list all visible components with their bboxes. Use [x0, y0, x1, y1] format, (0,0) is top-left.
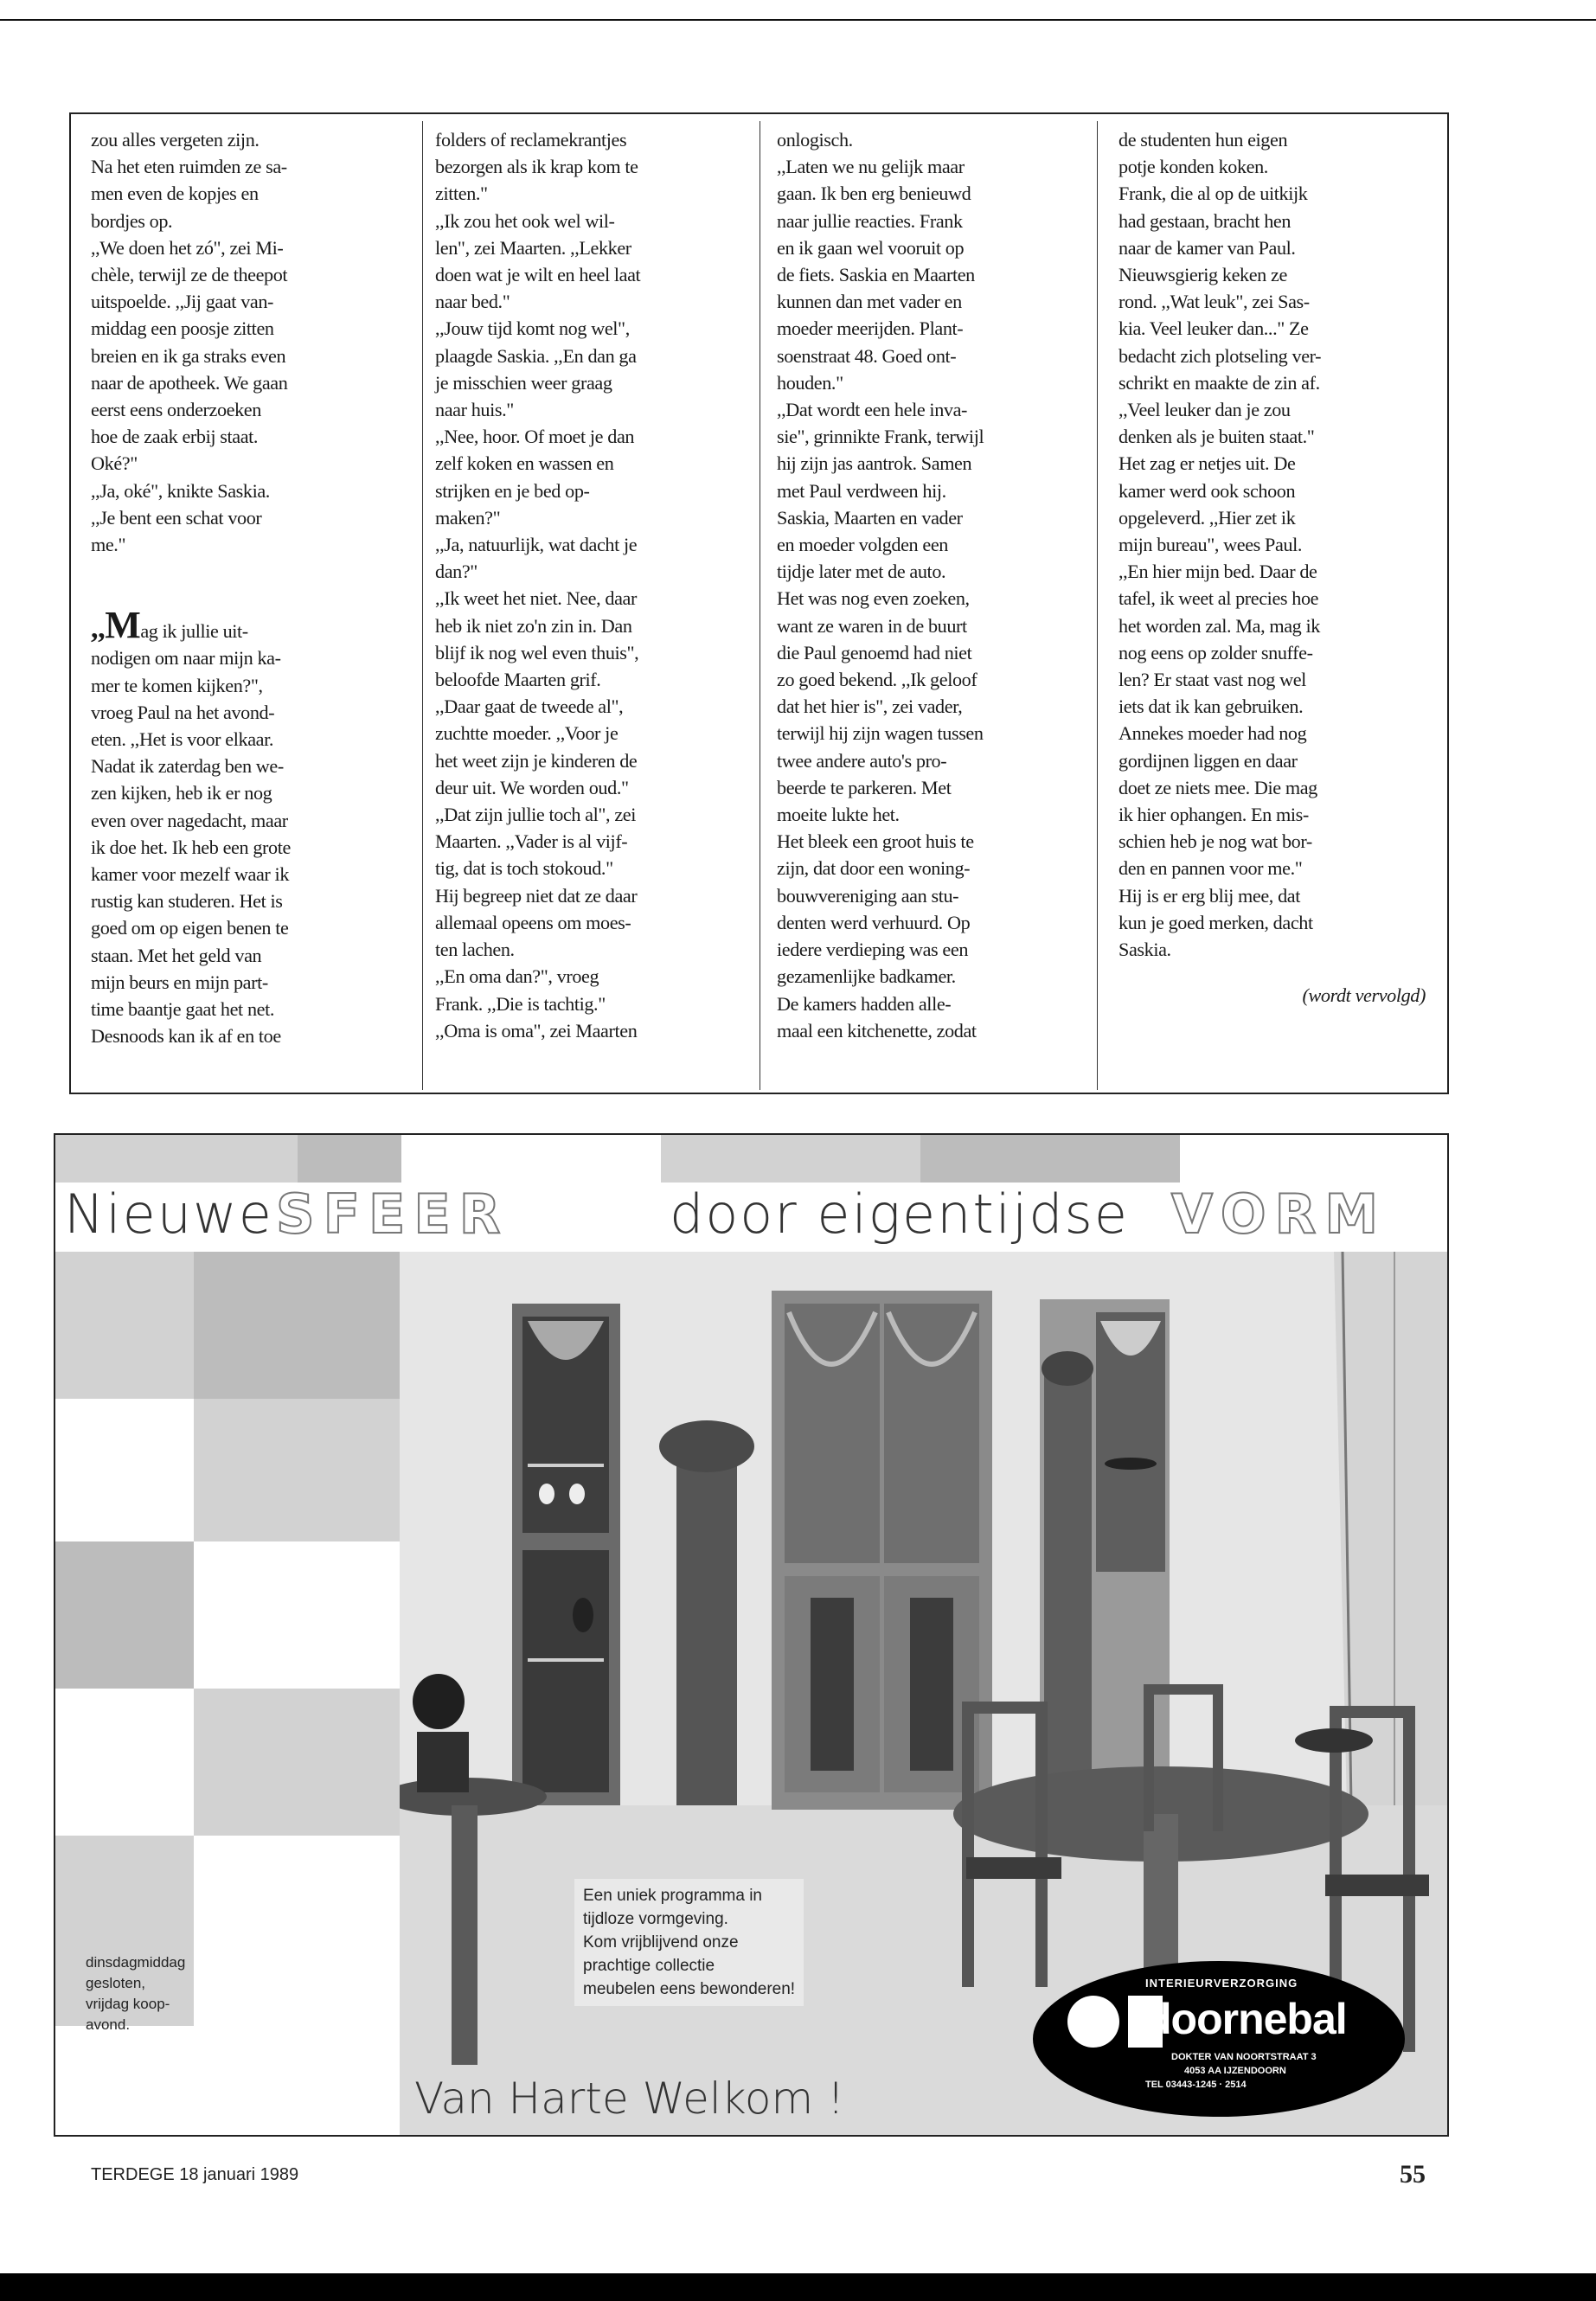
article-line: doet ze niets mee. Die mag: [1118, 776, 1317, 798]
headline-word-sfeer: SFEER: [276, 1183, 510, 1246]
article-line: het worden zal. Ma, mag ik: [1118, 614, 1320, 637]
article-column-3: [777, 126, 984, 1044]
headline-word-nieuwe: Nieuwe: [64, 1183, 273, 1246]
article-line: mer te komen kijken?",: [91, 674, 263, 696]
article-line: even over nagedacht, maar: [91, 809, 288, 831]
article-line: ,,En oma dan?", vroeg: [435, 965, 599, 988]
article-line: ten lachen.: [435, 939, 515, 961]
article-line: kamer voor mezelf waar ik: [91, 863, 290, 886]
article-line: ,,Daar gaat de tweede al",: [435, 695, 624, 718]
opening-hours-line: vrijdag koop-: [86, 1996, 170, 2012]
logo-address-1: DOKTER VAN NOORTSTRAAT 3: [1171, 2052, 1317, 2062]
article-line: moeder meerijden. Plant-: [777, 317, 964, 340]
article-line: twee andere auto's pro-: [777, 749, 947, 772]
article-line: nog eens op zolder snuffe-: [1118, 641, 1313, 663]
article-line: had gestaan, bracht hen: [1118, 209, 1292, 232]
article-line: houden.": [777, 371, 843, 394]
article-line: ,,Jouw tijd komt nog wel",: [435, 317, 630, 340]
article-line: iets dat ik kan gebruiken.: [1118, 695, 1304, 718]
article-line: kunnen dan met vader en: [777, 291, 962, 313]
article-line: zitten.": [435, 183, 488, 205]
article-line: mijn beurs en mijn part-: [91, 971, 268, 993]
article-line: zijn, dat door een woning-: [777, 857, 971, 880]
article-line: Annekes moeder had nog: [1118, 722, 1307, 745]
article-line: opgeleverd. ,,Hier zet ik: [1118, 506, 1296, 529]
article-line: Maarten. ,,Vader is al vijf-: [435, 830, 628, 853]
article-line: soenstraat 48. Goed ont-: [777, 344, 957, 367]
article-line: want ze waren in de buurt: [777, 614, 967, 637]
bottom-scan-band: [0, 2273, 1596, 2301]
slogan-line: Een uniek programma in: [583, 1887, 762, 1905]
article-line: beloofde Maarten grif.: [435, 669, 601, 691]
logo-mark-circle: [1067, 1996, 1119, 2048]
article-line: Frank. ,,Die is tachtig.": [435, 992, 606, 1015]
slogan-line: tijdloze vormgeving.: [583, 1910, 728, 1928]
article-line: kun je goed merken, dacht: [1118, 911, 1313, 933]
column-rule: [422, 121, 423, 1090]
article-line: ,,Laten we nu gelijk maar: [777, 156, 965, 178]
article-line: nodigen om naar mijn ka-: [91, 647, 281, 670]
article-line: eten. ,,Het is voor elkaar.: [91, 728, 273, 751]
article-line: Na het eten ruimden ze sa-: [91, 156, 287, 178]
article-line: tig, dat is toch stokoud.": [435, 857, 613, 880]
article-line: time baantje gaat het net.: [91, 998, 274, 1021]
slogan-line: prachtige collectie: [583, 1957, 715, 1975]
article-line: de fiets. Saskia en Maarten: [777, 264, 975, 286]
article-line: kia. Veel leuker dan..." Ze: [1118, 317, 1309, 340]
article-line: staan. Met het geld van: [91, 944, 262, 966]
article-line: beerde te parkeren. Met: [777, 776, 952, 798]
article-line: ,,Ik zou het ook wel wil-: [435, 209, 615, 232]
headline-word-vorm: VORM: [1171, 1183, 1388, 1246]
article-line: zen kijken, heb ik er nog: [91, 782, 272, 804]
article-line: Hij begreep niet dat ze daar: [435, 884, 638, 907]
article-line: Nieuwsgierig keken ze: [1118, 264, 1287, 286]
article-line: rustig kan studeren. Het is: [91, 890, 283, 913]
article-line: doen wat je wilt en heel laat: [435, 264, 641, 286]
article-line: naar huis.": [435, 399, 514, 421]
advertisement: [54, 1133, 1449, 2137]
article-line: eerst eens onderzoeken: [91, 399, 261, 421]
article-line: maken?": [435, 506, 501, 529]
article-line: den en pannen voor me.": [1118, 857, 1303, 880]
article-line: zou alles vergeten zijn.: [91, 129, 260, 151]
article-line: ,,Dat zijn jullie toch al", zei: [435, 804, 637, 826]
article-line: ,,Oma is oma", zei Maarten: [435, 1019, 638, 1042]
column-4-lines: [1118, 126, 1426, 963]
article-line: ik doe het. Ik heb een grote: [91, 836, 291, 858]
article-line: men even de kopjes en: [91, 183, 259, 205]
article-line: Hij is er erg blij mee, dat: [1118, 884, 1300, 907]
opening-hours-line: gesloten,: [86, 1975, 145, 1991]
article-line: Saskia, Maarten en vader: [777, 506, 963, 529]
article-line: die Paul genoemd had niet: [777, 641, 972, 663]
article-line: bouwvereniging aan stu-: [777, 884, 959, 907]
article-line: ,,We doen het zó", zei Mi-: [91, 236, 284, 259]
article-line: strijken en je bed op-: [435, 479, 590, 502]
article-line: maal een kitchenette, zodat: [777, 1019, 977, 1042]
top-border-line: [0, 19, 1596, 21]
article-line: heb ik niet zo'n zin in. Dan: [435, 614, 632, 637]
column-1-part-1: [91, 126, 291, 558]
article-line: len", zei Maarten. ,,Lekker: [435, 236, 631, 259]
article-line: tafel, ik weet al precies hoe: [1118, 587, 1319, 610]
article-line: uitspoelde. ,,Jij gaat van-: [91, 291, 274, 313]
article-line: ,,Veel leuker dan je zou: [1118, 399, 1291, 421]
article-line: plaagde Saskia. ,,En dan ga: [435, 344, 637, 367]
article-line: deur uit. We worden oud.": [435, 776, 629, 798]
article-column-1: [91, 126, 291, 1050]
article-column-2: [435, 126, 640, 1044]
article-line: moeite lukte het.: [777, 804, 900, 826]
article-line: sie", grinnikte Frank, terwijl: [777, 426, 984, 448]
article-line: zuchtte moeder. ,,Voor je: [435, 722, 619, 745]
dropcap-quote: ,,: [91, 612, 106, 645]
ad-slogan: [574, 1879, 804, 2006]
article-line: naar de kamer van Paul.: [1118, 236, 1296, 259]
article-line: ,,En hier mijn bed. Daar de: [1118, 561, 1317, 583]
article-line: allemaal opeens om moes-: [435, 911, 631, 933]
article-line: bedacht zich plotseling ver-: [1118, 344, 1322, 367]
logo-tagline: INTERIEURVERZORGING: [1145, 1977, 1298, 1990]
article-line: vroeg Paul na het avond-: [91, 701, 275, 723]
logo-address-2: 4053 AA IJZENDOORN: [1184, 2066, 1286, 2076]
dropcap-line-text: ag ik jullie uit-: [140, 620, 248, 643]
article-line: het weet zijn je kinderen de: [435, 749, 638, 772]
article-line: terwijl hij zijn wagen tussen: [777, 722, 984, 745]
slogan-line: Kom vrijblijvend onze: [583, 1933, 739, 1952]
article-line: Nadat ik zaterdag ben we-: [91, 755, 284, 778]
article-line: dan?": [435, 561, 478, 583]
article-line: denken als je buiten staat.": [1118, 426, 1315, 448]
article-line: ,,Dat wordt een hele inva-: [777, 399, 968, 421]
article-line: Het zag er netjes uit. De: [1118, 452, 1296, 475]
article-line: met Paul verdween hij.: [777, 479, 946, 502]
article-line: onlogisch.: [777, 129, 853, 151]
logo-brand: doornebal: [1145, 1995, 1347, 2043]
article-line: dat het hier is", zei vader,: [777, 695, 963, 718]
article-line: je misschien weer graag: [435, 371, 612, 394]
doornebal-logo: [1033, 1961, 1405, 2117]
article-line: bordjes op.: [91, 209, 173, 232]
logo-phone: TEL 03443-1245 · 2514: [1145, 2080, 1247, 2090]
article-line: me.": [91, 534, 126, 556]
article-line: tijdje later met de auto.: [777, 561, 946, 583]
article-line: folders of reclamekrantjes: [435, 129, 627, 151]
article-line: hoe de zaak erbij staat.: [91, 426, 259, 448]
page-number: 55: [1400, 2160, 1426, 2189]
article-line: hij zijn jas aantrok. Samen: [777, 452, 972, 475]
footer-publication: TERDEGE 18 januari 1989: [91, 2165, 299, 2184]
dropcap-letter: M: [105, 604, 141, 647]
article-line: potje konden koken.: [1118, 156, 1268, 178]
dropcap-line: [91, 604, 291, 647]
article-column-4: [1118, 126, 1426, 1009]
article-line: naar de apotheek. We gaan: [91, 371, 288, 394]
article-line: bezorgen als ik krap kom te: [435, 156, 638, 178]
article-line: zo goed bekend. ,,Ik geloof: [777, 669, 977, 691]
article-line: ,,Je bent een schat voor: [91, 506, 262, 529]
article-line: rond. ,,Wat leuk", zei Sas-: [1118, 291, 1310, 313]
article-line: gaan. Ik ben erg benieuwd: [777, 183, 971, 205]
welcome-text: Van Harte Welkom !: [414, 2073, 845, 2124]
opening-hours-line: avond.: [86, 2016, 131, 2033]
opening-hours-line: dinsdagmiddag: [86, 1954, 186, 1971]
article-line: ,,Ik weet het niet. Nee, daar: [435, 587, 637, 610]
column-rule: [1097, 121, 1098, 1090]
article-line: en ik gaan wel vooruit op: [777, 236, 965, 259]
article-line: iedere verdieping was een: [777, 939, 969, 961]
opening-hours: [86, 1952, 185, 2035]
article-line: denten werd verhuurd. Op: [777, 911, 971, 933]
article-line: kamer werd ook schoon: [1118, 479, 1296, 502]
article-line: Saskia.: [1118, 939, 1171, 961]
article-line: gezamenlijke badkamer.: [777, 965, 956, 988]
article-line: Het was nog even zoeken,: [777, 587, 970, 610]
article-line: ik hier ophangen. En mis-: [1118, 804, 1309, 826]
article-line: goed om op eigen benen te: [91, 917, 289, 939]
article-line: mijn bureau", wees Paul.: [1118, 534, 1303, 556]
article-line: breien en ik ga straks even: [91, 344, 286, 367]
ad-headline: [55, 1183, 1447, 1252]
article-line: Oké?": [91, 452, 138, 475]
article-line: Frank, die al op de uitkijk: [1118, 183, 1308, 205]
article-line: en moeder volgden een: [777, 534, 948, 556]
article-line: gordijnen liggen en daar: [1118, 749, 1298, 772]
article-line: Desnoods kan ik af en toe: [91, 1025, 281, 1048]
article-line: de studenten hun eigen: [1118, 129, 1288, 151]
to-be-continued: (wordt vervolgd): [1302, 984, 1426, 1007]
column-1-part-2: [91, 644, 291, 1049]
article-line: middag een poosje zitten: [91, 317, 274, 340]
article-line: Het bleek een groot huis te: [777, 830, 974, 853]
article-line: schien heb je nog wat bor-: [1118, 830, 1312, 853]
article-line: schrikt en maakte de zin af.: [1118, 371, 1320, 394]
article-line: ,,Nee, hoor. Of moet je dan: [435, 426, 635, 448]
article-line: De kamers hadden alle-: [777, 992, 952, 1015]
article-line: zelf koken en wassen en: [435, 452, 614, 475]
article-line: naar bed.": [435, 291, 510, 313]
article-line: blijf ik nog wel even thuis",: [435, 641, 639, 663]
headline-word-door-eigentijdse: door eigentijdse: [670, 1183, 1129, 1246]
article-line: naar jullie reacties. Frank: [777, 209, 963, 232]
article-line: len? Er staat vast nog wel: [1118, 669, 1306, 691]
slogan-line: meubelen eens bewonderen!: [583, 1980, 796, 1998]
article-line: ,,Ja, oké", knikte Saskia.: [91, 479, 270, 502]
article-line: ,,Ja, natuurlijk, wat dacht je: [435, 534, 638, 556]
article-line: chèle, terwijl ze de theepot: [91, 264, 288, 286]
